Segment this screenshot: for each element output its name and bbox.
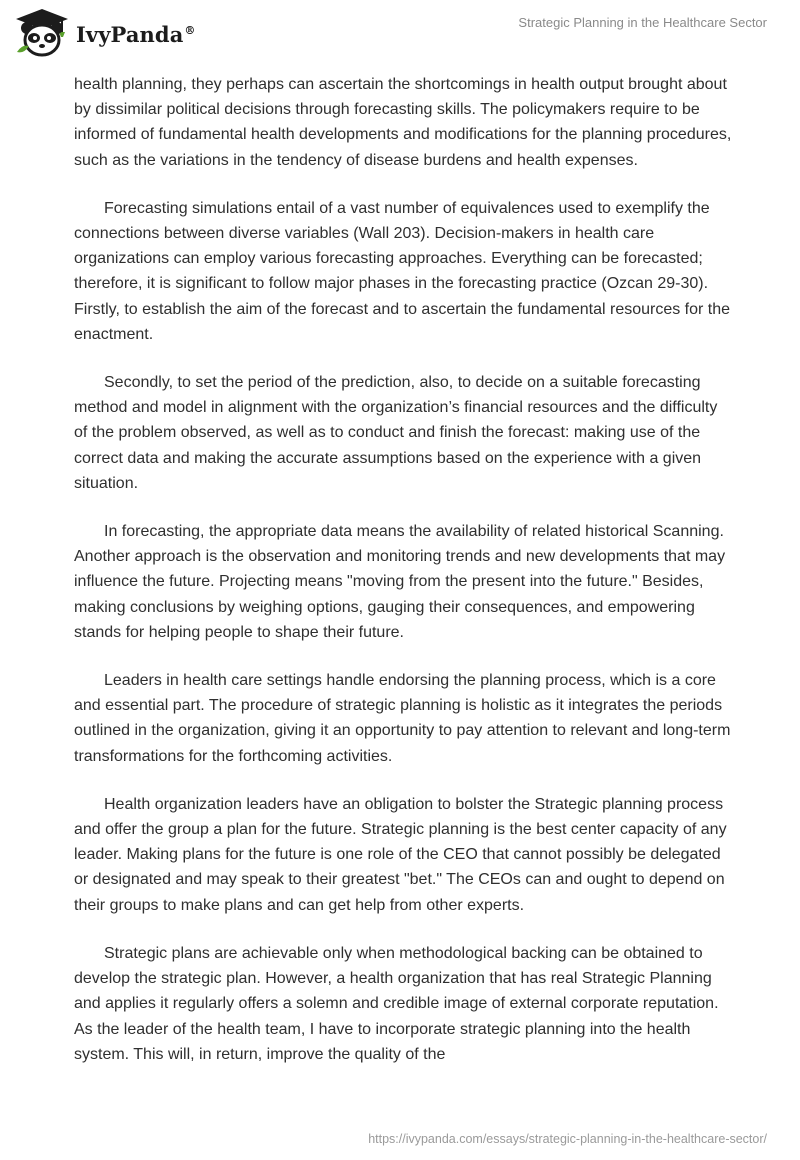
logo-wordmark: IvyPanda®: [76, 21, 196, 47]
paragraph-4: In forecasting, the appropriate data means the availability of related historical Scanning. Another approach is the observation and monitoring trends and new developments that may influence the future. Projecting means "moving from the present into the future." Besides, making conclusions by weighing options, gauging their consequences, and empowering stands for helping people to shape their future.: [74, 523, 726, 641]
ivypanda-logo[interactable]: [14, 8, 196, 58]
paragraph-6: Health organization leaders have an obligation to bolster the Strategic planning process and offer the group a plan for the future. Strategic planning is the best center capacity of any leader. Making plans for the future is one role of the CEO that cannot possibly be delegated or designated and may speak to their greatest "bet." The CEOs can and ought to depend on their groups to make plans and can get help from other experts.: [74, 795, 727, 914]
paragraph-2: Forecasting simulations entail of a vast number of equivalences used to exemplify the connections between diverse variables (Wall 203). Decision-makers in health care organizations can employ various forecasting approaches. Everything can be forecasted; therefore, it is significant to follow major phases in the forecasting practice (Ozcan 29-30). Firstly, to establish the aim of the forecast and to ascertain the fundamental resources for the enactment.: [74, 199, 731, 343]
paragraph-1: health planning, they perhaps can ascertain the shortcomings in health output brought about by dissimilar political decisions through forecasting skills. The policymakers require to be informed of fundamental health developments and modifications for the planning procedures, such as the variations in the tendency of disease burdens and health expenses.: [74, 76, 732, 169]
source-url-link[interactable]: https://ivypanda.com/essays/strategic-planning-in-the-healthcare-sector/: [368, 1132, 767, 1146]
document-title: Strategic Planning in the Healthcare Sector: [518, 15, 767, 30]
paragraph-7: Strategic plans are achievable only when methodological backing can be obtained to develop the strategic plan. However, a health organization that has real Strategic Planning and applies it regularly offers a solemn and credible image of external corporate reputation. As the leader of the health team, I have to incorporate strategic planning into the health system. This will, in return, improve the quality of the: [74, 944, 719, 1063]
paragraph-5: Leaders in health care settings handle endorsing the planning process, which is a core and essential part. The procedure of strategic planning is holistic as it integrates the periods outlined in the organization, giving it an opportunity to pay attention to relevant and long-term transformations for the forthcoming activities.: [74, 672, 731, 765]
essay-body: [74, 72, 734, 1090]
registered-mark: ®: [184, 23, 196, 37]
page-header: [0, 0, 800, 64]
panda-graduate-icon: [14, 8, 70, 58]
paragraph-3: Secondly, to set the period of the prediction, also, to decide on a suitable forecasting method and model in alignment with the organization’s financial resources and the difficulty of the problem observed, as well as to conduct and finish the forecast: making use of the correct data and making the accurate assumptions based on the experience with a given situation.: [74, 374, 718, 492]
